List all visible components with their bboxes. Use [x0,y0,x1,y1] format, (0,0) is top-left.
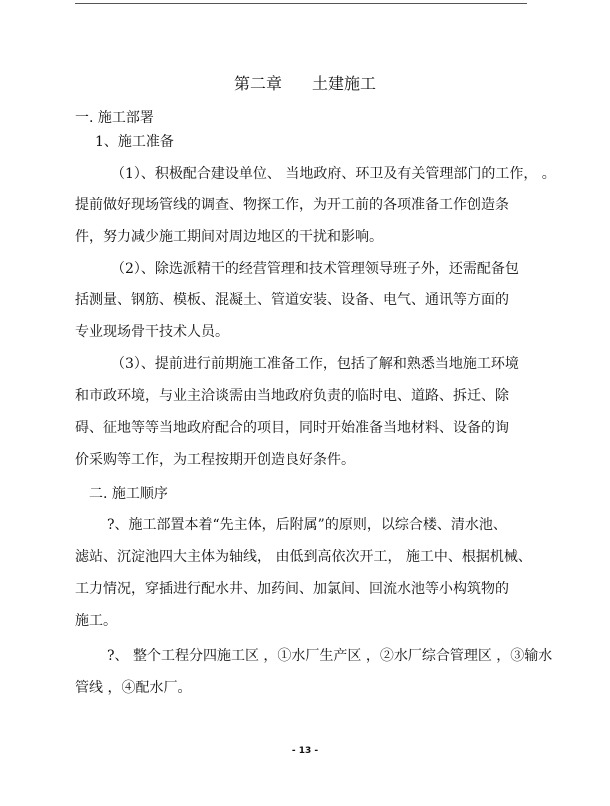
paragraph-line: 工力情况，穿插进行配水井、加药间、加氯间、回流水池等小构筑物的 [75,581,509,597]
paragraph-line: ?、施工部置本着“先主体，后附属”的原则，以综合楼、清水池、 [107,517,507,533]
paragraph-line: 提前做好现场管线的调查、物探工作，为开工前的各项准备工作创造条 [75,197,509,213]
paragraph-line: 专业现场骨干技术人员。 [75,324,229,340]
paragraph-line: 碍、征地等等当地政府配合的项目，同时开始准备当地材料、设备的询 [75,420,509,436]
paragraph-line: 价采购等工作，为工程按期开创造良好条件。 [75,452,355,468]
header-rule [75,3,527,4]
paragraph-line: （2）、除选派精干的经营管理和技术管理领导班子外，还需配备包 [111,261,519,277]
section-heading-2: 二. 施工顺序 [89,486,168,502]
chapter-number: 第二章 [233,74,282,93]
paragraph-line: 和市政环境，与业主洽谈需由当地政府负责的临时电、道路、拆迁、除 [75,388,509,404]
chapter-name: 土建施工 [312,74,377,93]
paragraph-line: ?、 整个工程分四施工区 ，①水厂生产区 ，②水厂综合管理区 ，③输水 [107,648,553,664]
paragraph-line: 件，努力减少施工期间对周边地区的干扰和影响。 [75,229,383,245]
chapter-title [0,74,610,94]
paragraph-line: 括测量、钢筋、模板、混凝土、管道安装、设备、电气、通讯等方面的 [75,292,509,308]
page-number: - 13 - [291,746,319,756]
paragraph-line: 滤站、沉淀池四大主体为轴线， 由低到高依次开工， 施工中、根据机械、 [75,549,532,565]
section-heading-1: 一. 施工部署 [75,110,154,126]
paragraph-line: （1）、积极配合建设单位、 当地政府、环卫及有关管理部门的工作， 。 [111,166,556,182]
subsection-heading-1: 1、施工准备 [95,134,174,150]
paragraph-line: （3）、提前进行前期施工准备工作，包括了解和熟悉当地施工环境 [111,356,519,372]
paragraph-line: 管线 ，④配水厂。 [75,680,192,696]
paragraph-line: 施工。 [75,613,117,629]
